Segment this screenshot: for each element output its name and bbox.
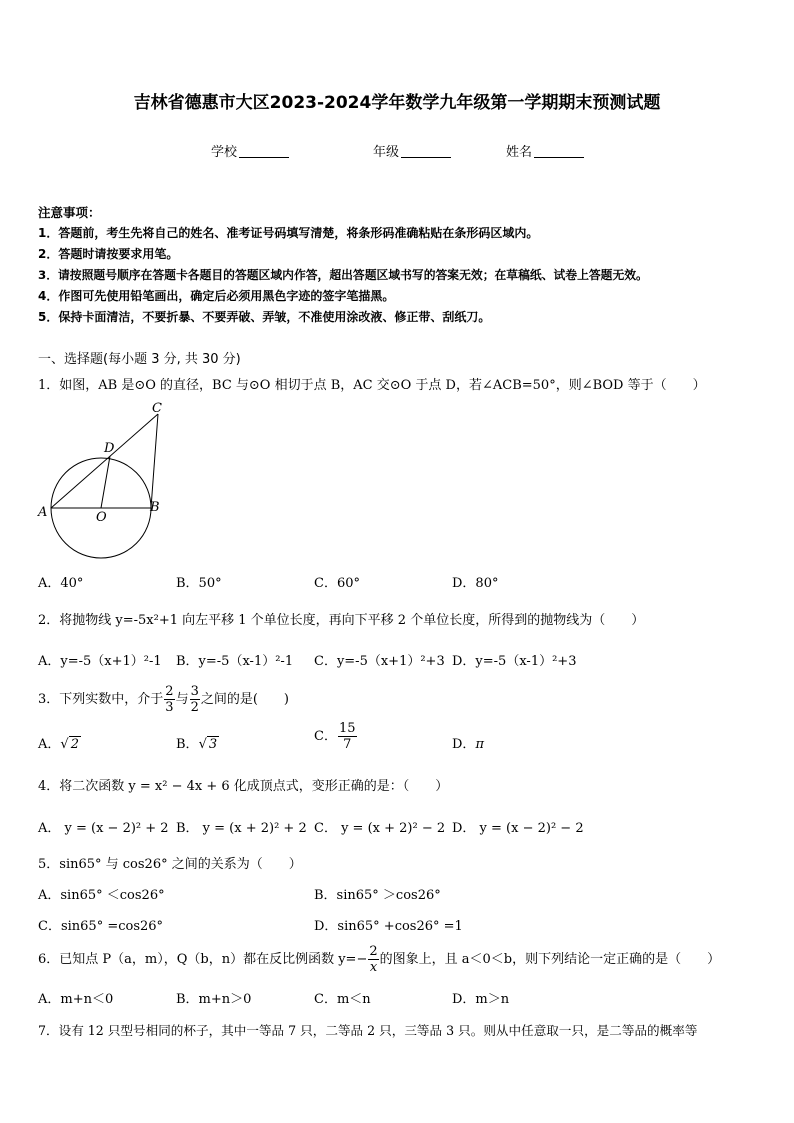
q4-option-c[interactable]: C． y = (x + 2)² − 2 (314, 821, 446, 836)
label-o: O (96, 510, 107, 525)
q3-suffix: 之间的是( ) (200, 692, 290, 707)
school-label: 学校 (211, 145, 238, 160)
grade-label: 年级 (373, 145, 400, 160)
fraction-numerator: 2 (369, 944, 378, 959)
q1-figure (30, 396, 180, 561)
note-item: 3．请按照题号顺序在答题卡各题目的答题区域内作答，超出答题区域书写的答案无效；在草稿纸、试卷上答题无效。 (38, 268, 648, 282)
fraction-denominator: 2 (190, 700, 199, 715)
section-heading: 一、选择题(每小题 3 分, 共 30 分) (38, 352, 241, 367)
q3-option-c-fraction (338, 722, 357, 751)
note-item: 1．答题前，考生先将自己的姓名、准考证号码填写清楚，将条形码准确粘贴在条形码区域内。 (38, 226, 539, 240)
option-letter: D． (452, 737, 476, 752)
q1-option-d[interactable]: D．80° (452, 576, 499, 591)
q1-option-c[interactable]: C．60° (314, 576, 360, 591)
fraction-numerator: 15 (338, 721, 356, 736)
label-c: C (152, 401, 162, 416)
fraction-denominator: x (369, 960, 378, 975)
option-letter: B． (176, 737, 199, 752)
fraction-numerator: 3 (190, 684, 199, 699)
q3-mid: 与 (175, 692, 189, 707)
question-1: 1．如图，AB 是⊙O 的直径，BC 与⊙O 相切于点 B，AC 交⊙O 于点 D，若∠ACB=50°，则∠BOD 等于（ ） (38, 378, 706, 393)
sqrt-symbol: √ 2 (60, 737, 79, 752)
label-b: B (150, 500, 160, 515)
name-field (506, 141, 584, 160)
question-4: 4．将二次函数 y = x² − 4x + 6 化成顶点式，变形正确的是：（ ） (38, 779, 449, 794)
grade-blank[interactable] (401, 145, 451, 158)
fraction-numerator: 2 (165, 684, 174, 699)
q3-option-d[interactable] (452, 733, 484, 752)
pi-value: π (475, 737, 484, 752)
question-6 (38, 940, 720, 980)
q6-option-a[interactable]: A．m+n＜0 (38, 992, 114, 1007)
q1-option-a[interactable]: A．40° (38, 576, 84, 591)
q1-option-b[interactable]: B．50° (176, 576, 222, 591)
name-label: 姓名 (506, 145, 533, 160)
note-item: 4．作图可先使用铅笔画出，确定后必须用黑色字迹的签字笔描黑。 (38, 289, 395, 303)
sqrt-symbol: √ 3 (198, 737, 218, 752)
note-item: 5．保持卡面清洁，不要折暴、不要弄破、弄皱，不准使用涂改液、修正带、刮纸刀。 (38, 310, 491, 324)
school-blank[interactable] (239, 145, 289, 158)
q6-suffix: 的图象上，且 a＜0＜b，则下列结论一定正确的是（ ） (379, 952, 721, 967)
q2-option-c[interactable]: C．y=-5（x+1）²+3 (314, 654, 445, 669)
note-item: 2．答题时请按要求用笔。 (38, 247, 179, 261)
q5-option-a[interactable]: A．sin65° ＜cos26° (38, 888, 165, 903)
q5-option-d[interactable]: D．sin65° +cos26° =1 (314, 919, 463, 934)
notes-heading: 注意事项： (38, 205, 101, 220)
q2-option-b[interactable]: B．y=-5（x-1）²-1 (176, 654, 294, 669)
q2-option-d[interactable]: D．y=-5（x-1）²+3 (452, 654, 577, 669)
label-d: D (104, 441, 115, 456)
q3-prefix: 3．下列实数中，介于 (38, 692, 164, 707)
page-title: 吉林省德惠市大区2023-2024学年数学九年级第一学期期末预测试题 (133, 93, 661, 113)
option-letter: C． (314, 729, 337, 744)
q4-option-b[interactable]: B． y = (x + 2)² + 2 (176, 821, 307, 836)
radicand: 2 (70, 737, 79, 752)
q5-option-b[interactable]: B．sin65° ＞cos26° (314, 888, 441, 903)
radicand: 3 (208, 737, 218, 752)
q3-option-b[interactable] (176, 733, 219, 752)
q6-option-d[interactable]: D．m＞n (452, 992, 510, 1007)
option-letter: A． (38, 737, 61, 752)
question-2: 2．将抛物线 y=-5x²+1 向左平移 1 个单位长度，再向下平移 2 个单位长度，所得到的抛物线为（ ） (38, 613, 645, 628)
q6-option-c[interactable]: C．m＜n (314, 992, 371, 1007)
school-field (211, 141, 289, 160)
q4-option-a[interactable]: A． y = (x − 2)² + 2 (38, 821, 169, 836)
grade-field (373, 141, 451, 160)
q6-fraction (368, 945, 378, 974)
q3-fraction-1 (164, 685, 174, 714)
fraction-denominator: 3 (165, 700, 174, 715)
question-3 (38, 680, 289, 720)
question-5: 5．sin65° 与 cos26° 之间的关系为（ ） (38, 857, 302, 872)
q3-option-a[interactable] (38, 733, 81, 752)
q2-option-a[interactable]: A．y=-5（x+1）²-1 (38, 654, 162, 669)
name-blank[interactable] (534, 145, 584, 158)
q6-prefix: 6．已知点 P（a，m），Q（b，n）都在反比例函数 y=− (38, 952, 368, 967)
q6-option-b[interactable]: B．m+n＞0 (176, 992, 252, 1007)
label-a: A (38, 505, 48, 520)
question-7: 7．设有 12 只型号相同的杯子，其中一等品 7 只，二等品 2 只，三等品 3 只。则从中任意取一只，是二等品的概率等 (38, 1023, 698, 1038)
fraction-denominator: 7 (343, 737, 352, 752)
q3-fraction-2 (190, 685, 200, 714)
q5-option-c[interactable]: C．sin65° =cos26° (38, 919, 164, 934)
q3-option-c[interactable] (314, 722, 358, 751)
q4-option-d[interactable]: D． y = (x − 2)² − 2 (452, 821, 584, 836)
